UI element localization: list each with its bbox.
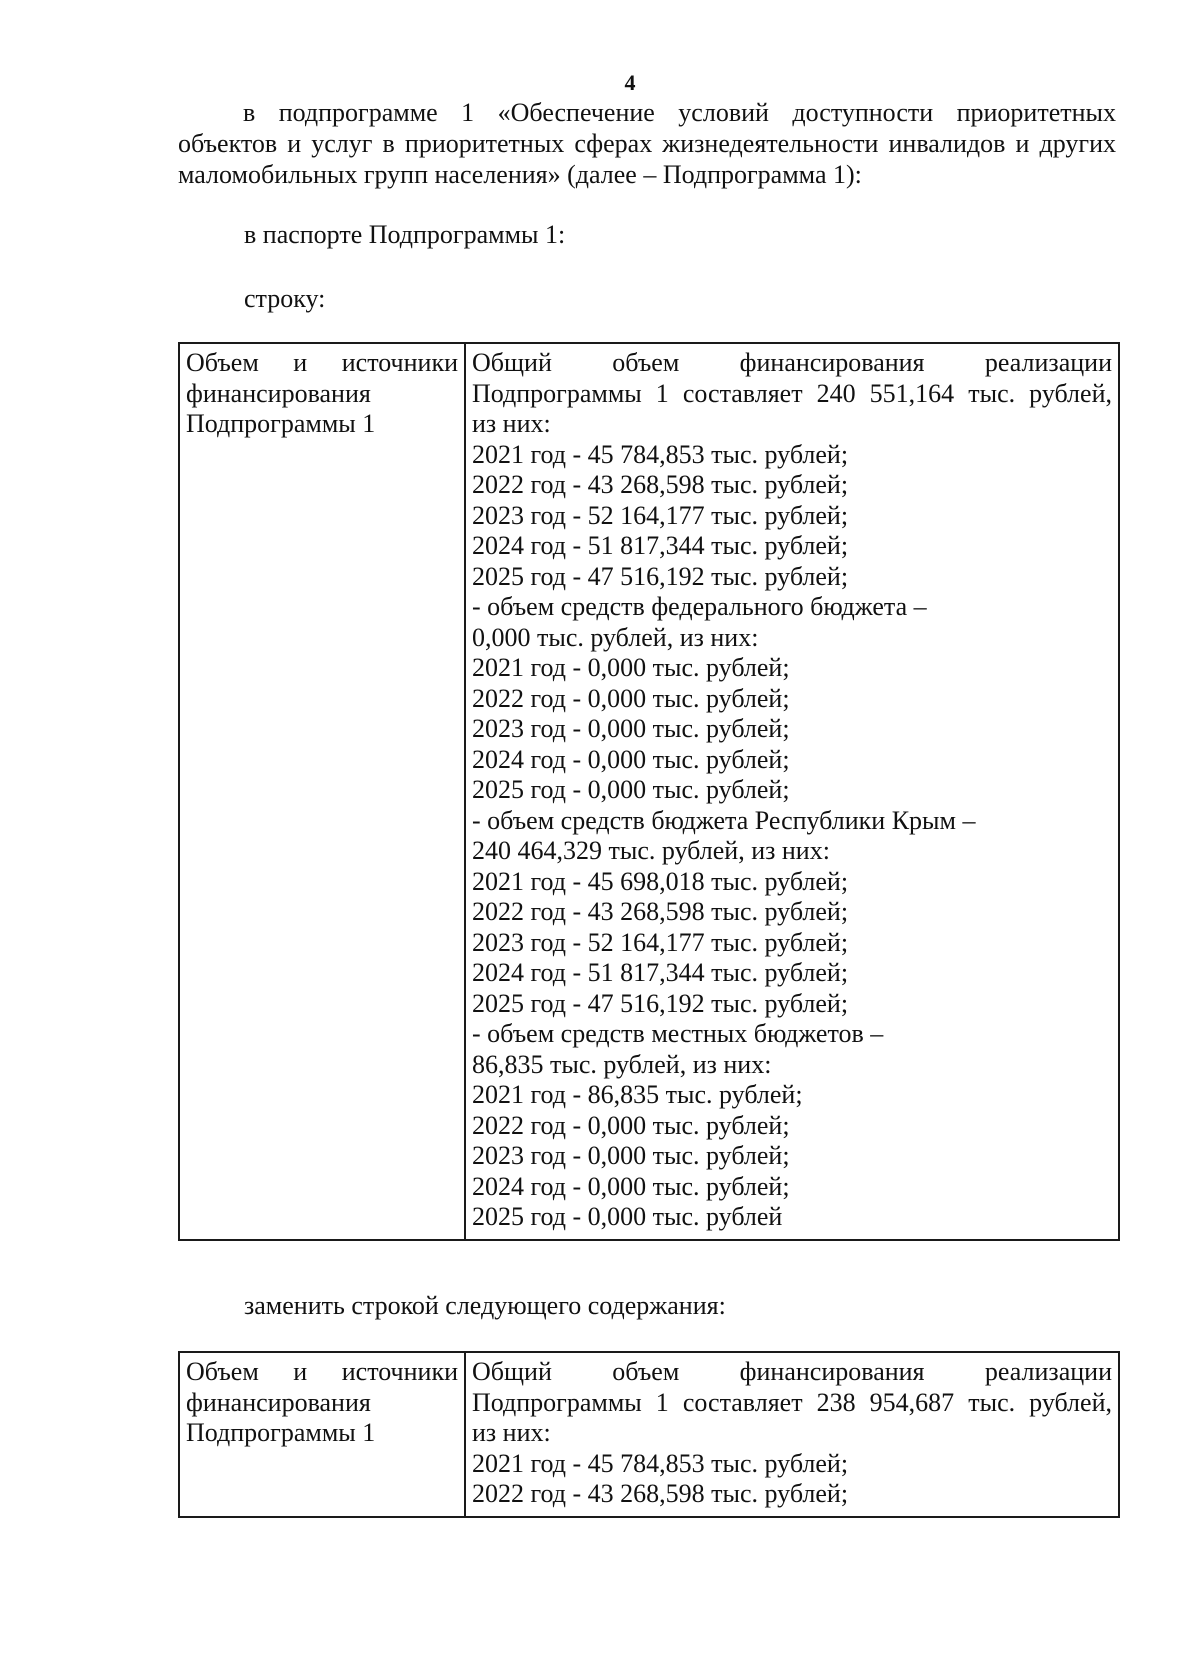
intro-paragraph: в подпрограмме 1 «Обеспечение условий доступности приоритетных объектов и услуг в приоритетных сферах жизнедеятельности инвалидов и других маломобильных групп населения» (далее – Подпрограмма 1):	[178, 98, 1116, 189]
value-line: 2021 год - 45 784,853 тыс. рублей;	[472, 439, 849, 469]
value-line: 0,000 тыс. рублей, из них:	[472, 622, 759, 652]
value-line: из них:	[472, 409, 551, 438]
value-line: 2021 год - 45 784,853 тыс. рублей;	[472, 1448, 849, 1478]
value-line: 2024 год - 0,000 тыс. рублей;	[472, 744, 790, 774]
label-line: финансирования	[186, 378, 371, 408]
value-line: 2025 год - 47 516,192 тыс. рублей;	[472, 561, 849, 591]
value-line: - объем средств федерального бюджета –	[472, 592, 927, 621]
label-line: финансирования	[186, 1387, 371, 1417]
label-line: Объем и источники	[186, 348, 458, 377]
label-line: Подпрограммы 1	[186, 1418, 376, 1447]
value-line: 2023 год - 0,000 тыс. рублей;	[472, 714, 790, 743]
value-line: 86,835 тыс. рублей, из них:	[472, 1049, 772, 1079]
value-line: 2022 год - 43 268,598 тыс. рублей;	[472, 470, 849, 499]
value-line: - объем средств бюджета Республики Крым –	[472, 805, 976, 835]
value-line: 2022 год - 0,000 тыс. рублей;	[472, 683, 790, 713]
value-line: 2023 год - 52 164,177 тыс. рублей;	[472, 500, 849, 530]
old-financing-table	[178, 342, 1120, 1241]
value-line: 2024 год - 51 817,344 тыс. рублей;	[472, 531, 849, 560]
row-paragraph: строку:	[244, 284, 326, 313]
page-number: 4	[624, 70, 636, 95]
value-line: 2022 год - 43 268,598 тыс. рублей;	[472, 1479, 849, 1508]
value-line: 2021 год - 45 698,018 тыс. рублей;	[472, 866, 849, 896]
table-row	[179, 1352, 1119, 1517]
value-line: 240 464,329 тыс. рублей, из них:	[472, 836, 830, 865]
value-line: из них:	[472, 1418, 551, 1447]
value-line: 2022 год - 0,000 тыс. рублей;	[472, 1110, 790, 1140]
value-line: 2021 год - 86,835 тыс. рублей;	[472, 1080, 803, 1109]
value-line: 2023 год - 52 164,177 тыс. рублей;	[472, 927, 849, 957]
passport-paragraph: в паспорте Подпрограммы 1:	[244, 220, 566, 249]
value-line: - объем средств местных бюджетов –	[472, 1019, 884, 1048]
label-line: Подпрограммы 1	[186, 409, 376, 438]
value-line: Общий объем финансирования реализации	[472, 348, 1112, 377]
value-line: 2025 год - 47 516,192 тыс. рублей;	[472, 988, 849, 1018]
value-line: 2022 год - 43 268,598 тыс. рублей;	[472, 897, 849, 926]
value-line: 2025 год - 0,000 тыс. рублей	[472, 1202, 783, 1231]
value-line: Подпрограммы 1 составляет 240 551,164 тыс. рублей,	[472, 378, 1112, 408]
financing-value-cell	[465, 1352, 1119, 1517]
value-line: 2021 год - 0,000 тыс. рублей;	[472, 653, 790, 682]
financing-value-cell	[465, 343, 1119, 1240]
value-line: 2023 год - 0,000 тыс. рублей;	[472, 1141, 790, 1170]
replace-paragraph: заменить строкой следующего содержания:	[244, 1291, 726, 1320]
financing-label-cell	[179, 1352, 465, 1517]
table-row	[179, 343, 1119, 1240]
financing-label-cell	[179, 343, 465, 1240]
value-line: Общий объем финансирования реализации	[472, 1357, 1112, 1386]
value-line: 2024 год - 51 817,344 тыс. рублей;	[472, 958, 849, 987]
value-line: 2024 год - 0,000 тыс. рублей;	[472, 1171, 790, 1201]
value-line: Подпрограммы 1 составляет 238 954,687 тыс. рублей,	[472, 1387, 1112, 1417]
new-financing-table	[178, 1351, 1120, 1518]
value-line: 2025 год - 0,000 тыс. рублей;	[472, 775, 790, 804]
label-line: Объем и источники	[186, 1357, 458, 1386]
